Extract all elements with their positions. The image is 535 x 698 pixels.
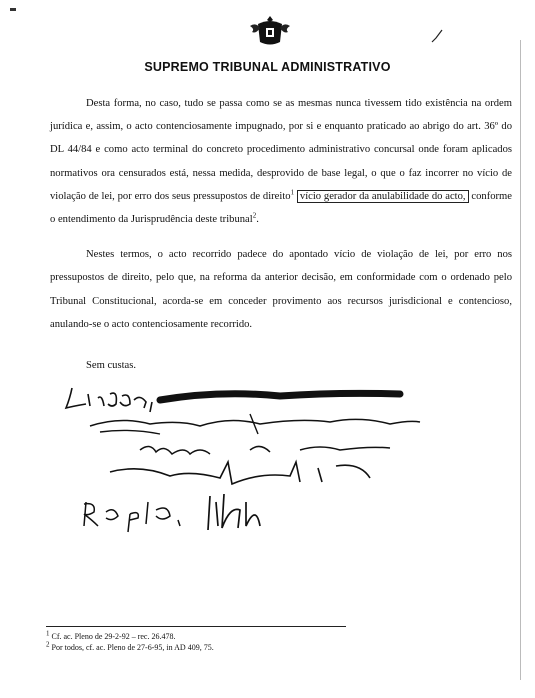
- footnote-1-text: Cf. ac. Pleno de 29-2-92 – rec. 26.478.: [51, 632, 176, 641]
- scan-mark: [10, 8, 16, 11]
- boxed-annotation: vício gerador da anulabilidade do acto,: [297, 190, 469, 203]
- page-edge-line: [520, 40, 521, 680]
- paragraph-1-cont: conforme o entendimento da Jurisprudência deste tribunal: [50, 190, 512, 226]
- court-title: SUPREMO TRIBUNAL ADMINISTRATIVO: [144, 60, 391, 74]
- paragraph-1-text: Desta forma, no caso, tudo se passa como se as mesmas nunca tivessem tido existência na ordem jurídica e, assim, o acto contenciosamente impugnado, por si e enquanto praticado ao abrigo do art. 36º do DL 44/84 e como acto terminal do concreto procedimento administrativo concursal onde foram aplicados normativos ora censurados está, nessa medida, desprovido de base legal, o que o faz incorrer no vício de violação de lei, por erro dos seus pressupostos de direito: [50, 98, 512, 202]
- footnote-ref-1: 1: [290, 188, 295, 197]
- paragraph-1: [50, 92, 512, 231]
- check-mark-icon: [430, 28, 444, 46]
- judgment-text: [50, 92, 512, 336]
- footnotes: [46, 626, 346, 653]
- coat-of-arms-icon: [248, 14, 292, 48]
- margin-stamp: [4, 640, 14, 682]
- paragraph-1-end: .: [256, 214, 259, 226]
- footnote-1-number: 1: [46, 629, 50, 638]
- costs-line: Sem custas.: [86, 360, 137, 371]
- footnote-ref-2: 2: [252, 211, 257, 220]
- footnote-2-text: Por todos, cf. ac. Pleno de 27-6-95, in AD 409, 75.: [51, 643, 214, 652]
- footnote-1: [46, 631, 346, 642]
- footnote-2-number: 2: [46, 640, 50, 649]
- paragraph-2: Nestes termos, o acto recorrido padece do apontado vício de violação de lei, por erro nos pressupostos de direito, pelo que, na reforma da anterior decisão, em conformidade com o ordenado pelo Tribunal Constitucional, acorda-se em conceder provimento aos recursos jurisdicional e contencioso, anulando-se o acto contenciosamente recorrido.: [50, 249, 512, 330]
- handwritten-signatures: [60, 376, 480, 546]
- footnote-2: [46, 642, 346, 653]
